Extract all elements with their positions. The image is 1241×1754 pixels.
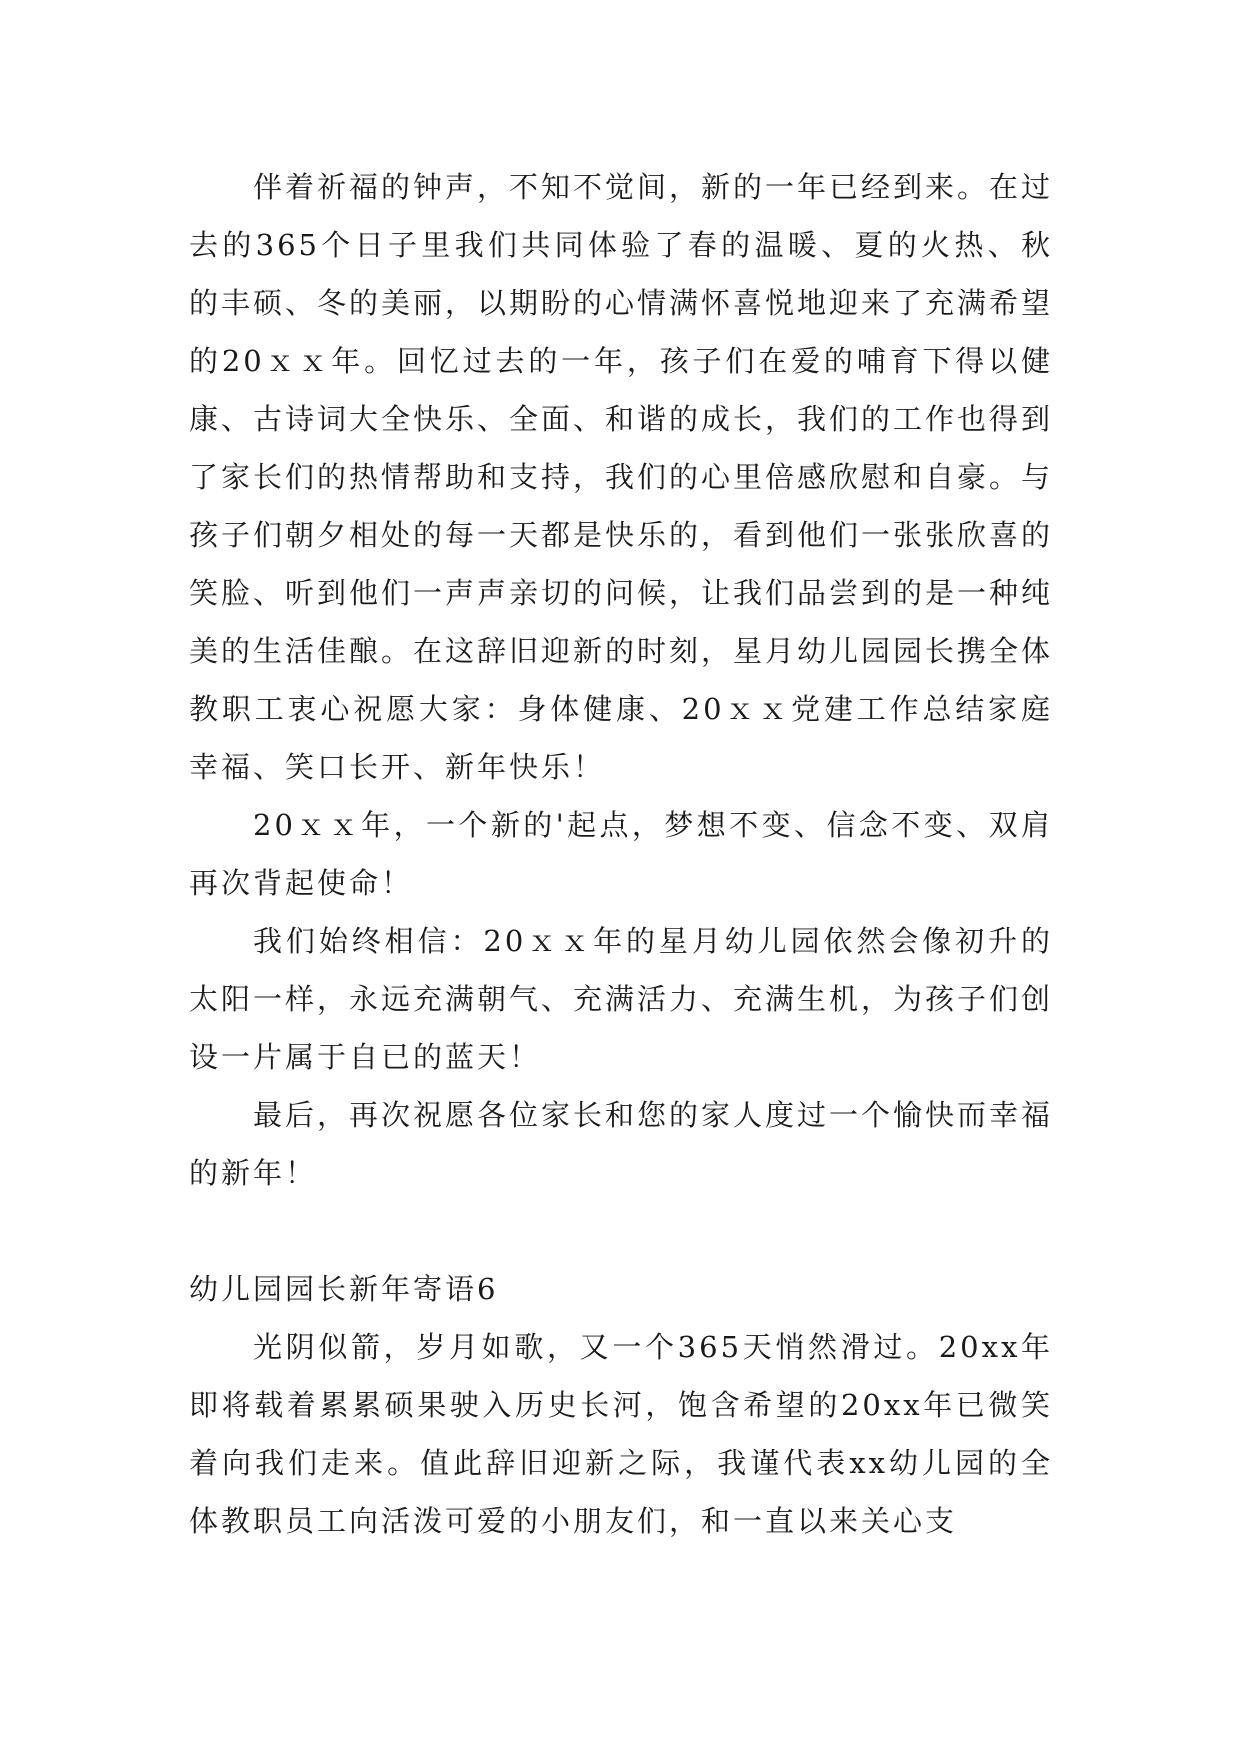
document-body xyxy=(189,158,1053,1550)
paragraph-new-year-greeting: 伴着祈福的钟声，不知不觉间，新的一年已经到来。在过去的365个日子里我们共同体验了春的温暖、夏的火热、秋的丰硕、冬的美丽，以期盼的心情满怀喜悦地迎来了充满希望的20ｘｘ年。回忆过去的一年，孩子们在爱的哺育下得以健康、古诗词大全快乐、全面、和谐的成长，我们的工作也得到了家长们的热情帮助和支持，我们的心里倍感欣慰和自豪。与孩子们朝夕相处的每一天都是快乐的，看到他们一张张欣喜的笑脸、听到他们一声声亲切的问候，让我们品尝到的是一种纯美的生活佳酿。在这辞旧迎新的时刻，星月幼儿园园长携全体教职工衷心祝愿大家：身体健康、20ｘｘ党建工作总结家庭幸福、笑口长开、新年快乐！ xyxy=(189,170,1054,784)
paragraph-section-intro: 光阴似箭，岁月如歌，又一个365天悄然滑过。20xx年即将载着累累硕果驶入历史长河，饱含希望的20xx年已微笑着向我们走来。值此辞旧迎新之际，我谨代表xx幼儿园的全体教职员工向活泼可爱的小朋友们，和一直以来关心支 xyxy=(189,1330,1053,1538)
paragraph-belief: 我们始终相信：20ｘｘ年的星月幼儿园依然会像初升的太阳一样，永远充满朝气、充满活力、充满生机，为孩子们创设一片属于自已的蓝天！ xyxy=(189,924,1054,1074)
paragraph-new-starting-point: 20ｘｘ年，一个新的'起点，梦想不变、信念不变、双肩再次背起使命！ xyxy=(189,808,1053,900)
section-heading: 幼儿园园长新年寄语6 xyxy=(189,1272,499,1306)
paragraph-final-wishes: 最后，再次祝愿各位家长和您的家人度过一个愉快而幸福的新年！ xyxy=(189,1098,1054,1190)
